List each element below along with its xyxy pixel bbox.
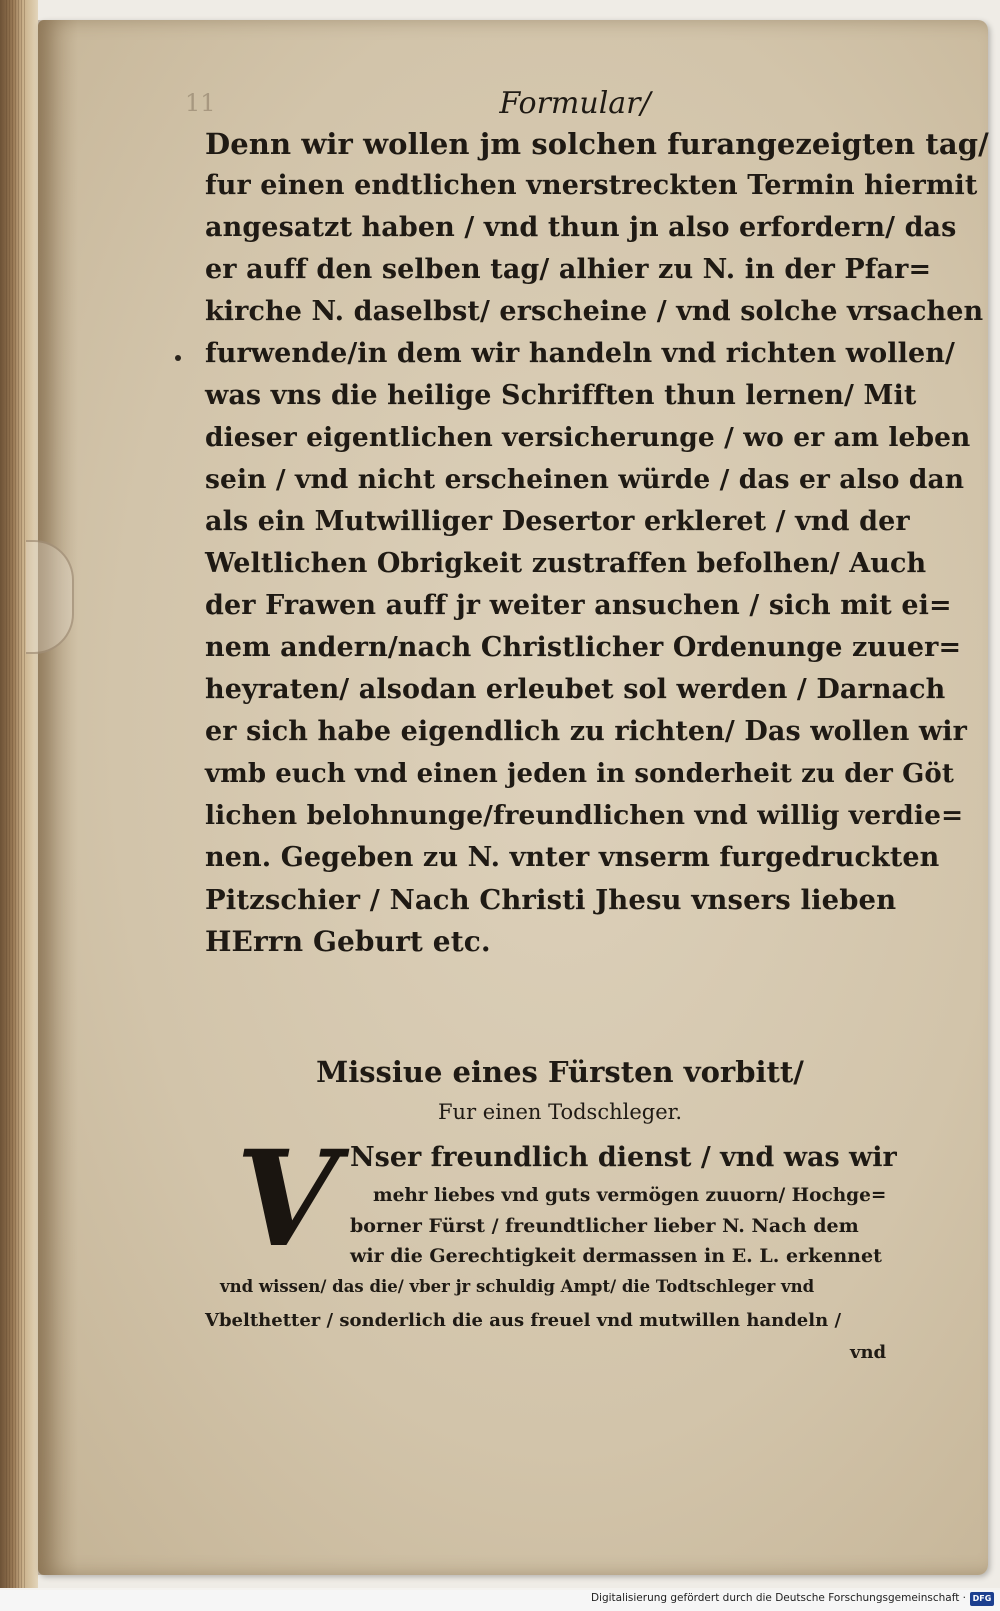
text-line: furwende/in dem wir handeln vnd richten wollen/ — [205, 338, 955, 369]
section-title: Missiue eines Fürsten vorbitt/ — [316, 1055, 804, 1089]
text-line: Denn wir wollen jm solchen furangezeigten tag/ — [205, 127, 989, 161]
text-line: der Frawen auff jr weiter ansuchen / sich mit ei= — [205, 590, 952, 621]
text-line: wir die Gerechtigkeit dermassen in E. L. erkennet — [350, 1245, 882, 1267]
text-line: lichen belohnunge/freundlichen vnd willig verdie= — [205, 800, 964, 831]
bookmark-clip — [26, 540, 74, 654]
section-subtitle: Fur einen Todschleger. — [437, 1100, 683, 1124]
text-line: vnd — [850, 1342, 887, 1363]
text-line: dieser eigentlichen versicherunge / wo er am leben — [205, 422, 971, 453]
text-line: er auff den selben tag/ alhier zu N. in der Pfar= — [205, 254, 932, 285]
text-line: als ein Mutwilliger Desertor erkleret / vnd der — [205, 506, 910, 537]
text-line: HErrn Geburt etc. — [205, 925, 491, 958]
text-line: vmb euch vnd einen jeden in sonderheit zu der Göt — [205, 759, 954, 789]
text-line: Nser freundlich dienst / vnd was wir — [350, 1142, 897, 1173]
text-line: nem andern/nach Christlicher Ordenunge zuuer= — [205, 632, 962, 663]
gutter-shadow — [38, 20, 78, 1575]
text-line: heyraten/ alsodan erleubet sol werden / Darnach — [205, 674, 946, 705]
text-line: Pitzschier / Nach Christi Jhesu vnsers lieben — [205, 884, 897, 916]
margin-mark — [175, 355, 181, 361]
running-head: Formular/ — [499, 86, 651, 121]
text-line: angesatzt haben / vnd thun jn also erfordern/ das — [205, 212, 957, 243]
text-line: Vbelthetter / sonderlich die aus freuel vnd mutwillen handeln / — [205, 1310, 842, 1331]
text-line: nen. Gegeben zu N. vnter vnserm furgedruckten — [205, 842, 940, 873]
text-line: vnd wissen/ das die/ vber jr schuldig Ampt/ die Todtschleger vnd — [220, 1277, 815, 1296]
text-line: Weltlichen Obrigkeit zustraffen befolhen/ Auch — [205, 548, 927, 579]
book-spine-edge — [0, 0, 38, 1588]
main-text-block — [185, 85, 989, 963]
text-line: was vns die heilige Schrifften thun lernen/ Mit — [205, 380, 917, 411]
body-paragraph — [205, 123, 989, 963]
ghost-page-number: 11 — [185, 89, 216, 117]
dfg-logo: DFG — [970, 1592, 994, 1606]
text-line: kirche N. daselbst/ erscheine / vnd solche vrsachen — [205, 296, 984, 327]
footer-bar — [0, 1590, 1000, 1611]
text-line: er sich habe eigendlich zu richten/ Das wollen wir — [205, 716, 967, 747]
footer-credit: Digitalisierung gefördert durch die Deutsche Forschungsgemeinschaft · — [590, 1592, 966, 1604]
decorated-initial: V — [235, 1122, 339, 1277]
text-line: borner Fürst / freundtlicher lieber N. Nach dem — [350, 1215, 859, 1237]
text-line: fur einen endtlichen vnerstreckten Termin hiermit — [205, 170, 978, 201]
text-line: sein / vnd nicht erscheinen würde / das er also dan — [205, 464, 965, 495]
text-line: mehr liebes vnd guts vermögen zuuorn/ Hochge= — [373, 1185, 887, 1206]
